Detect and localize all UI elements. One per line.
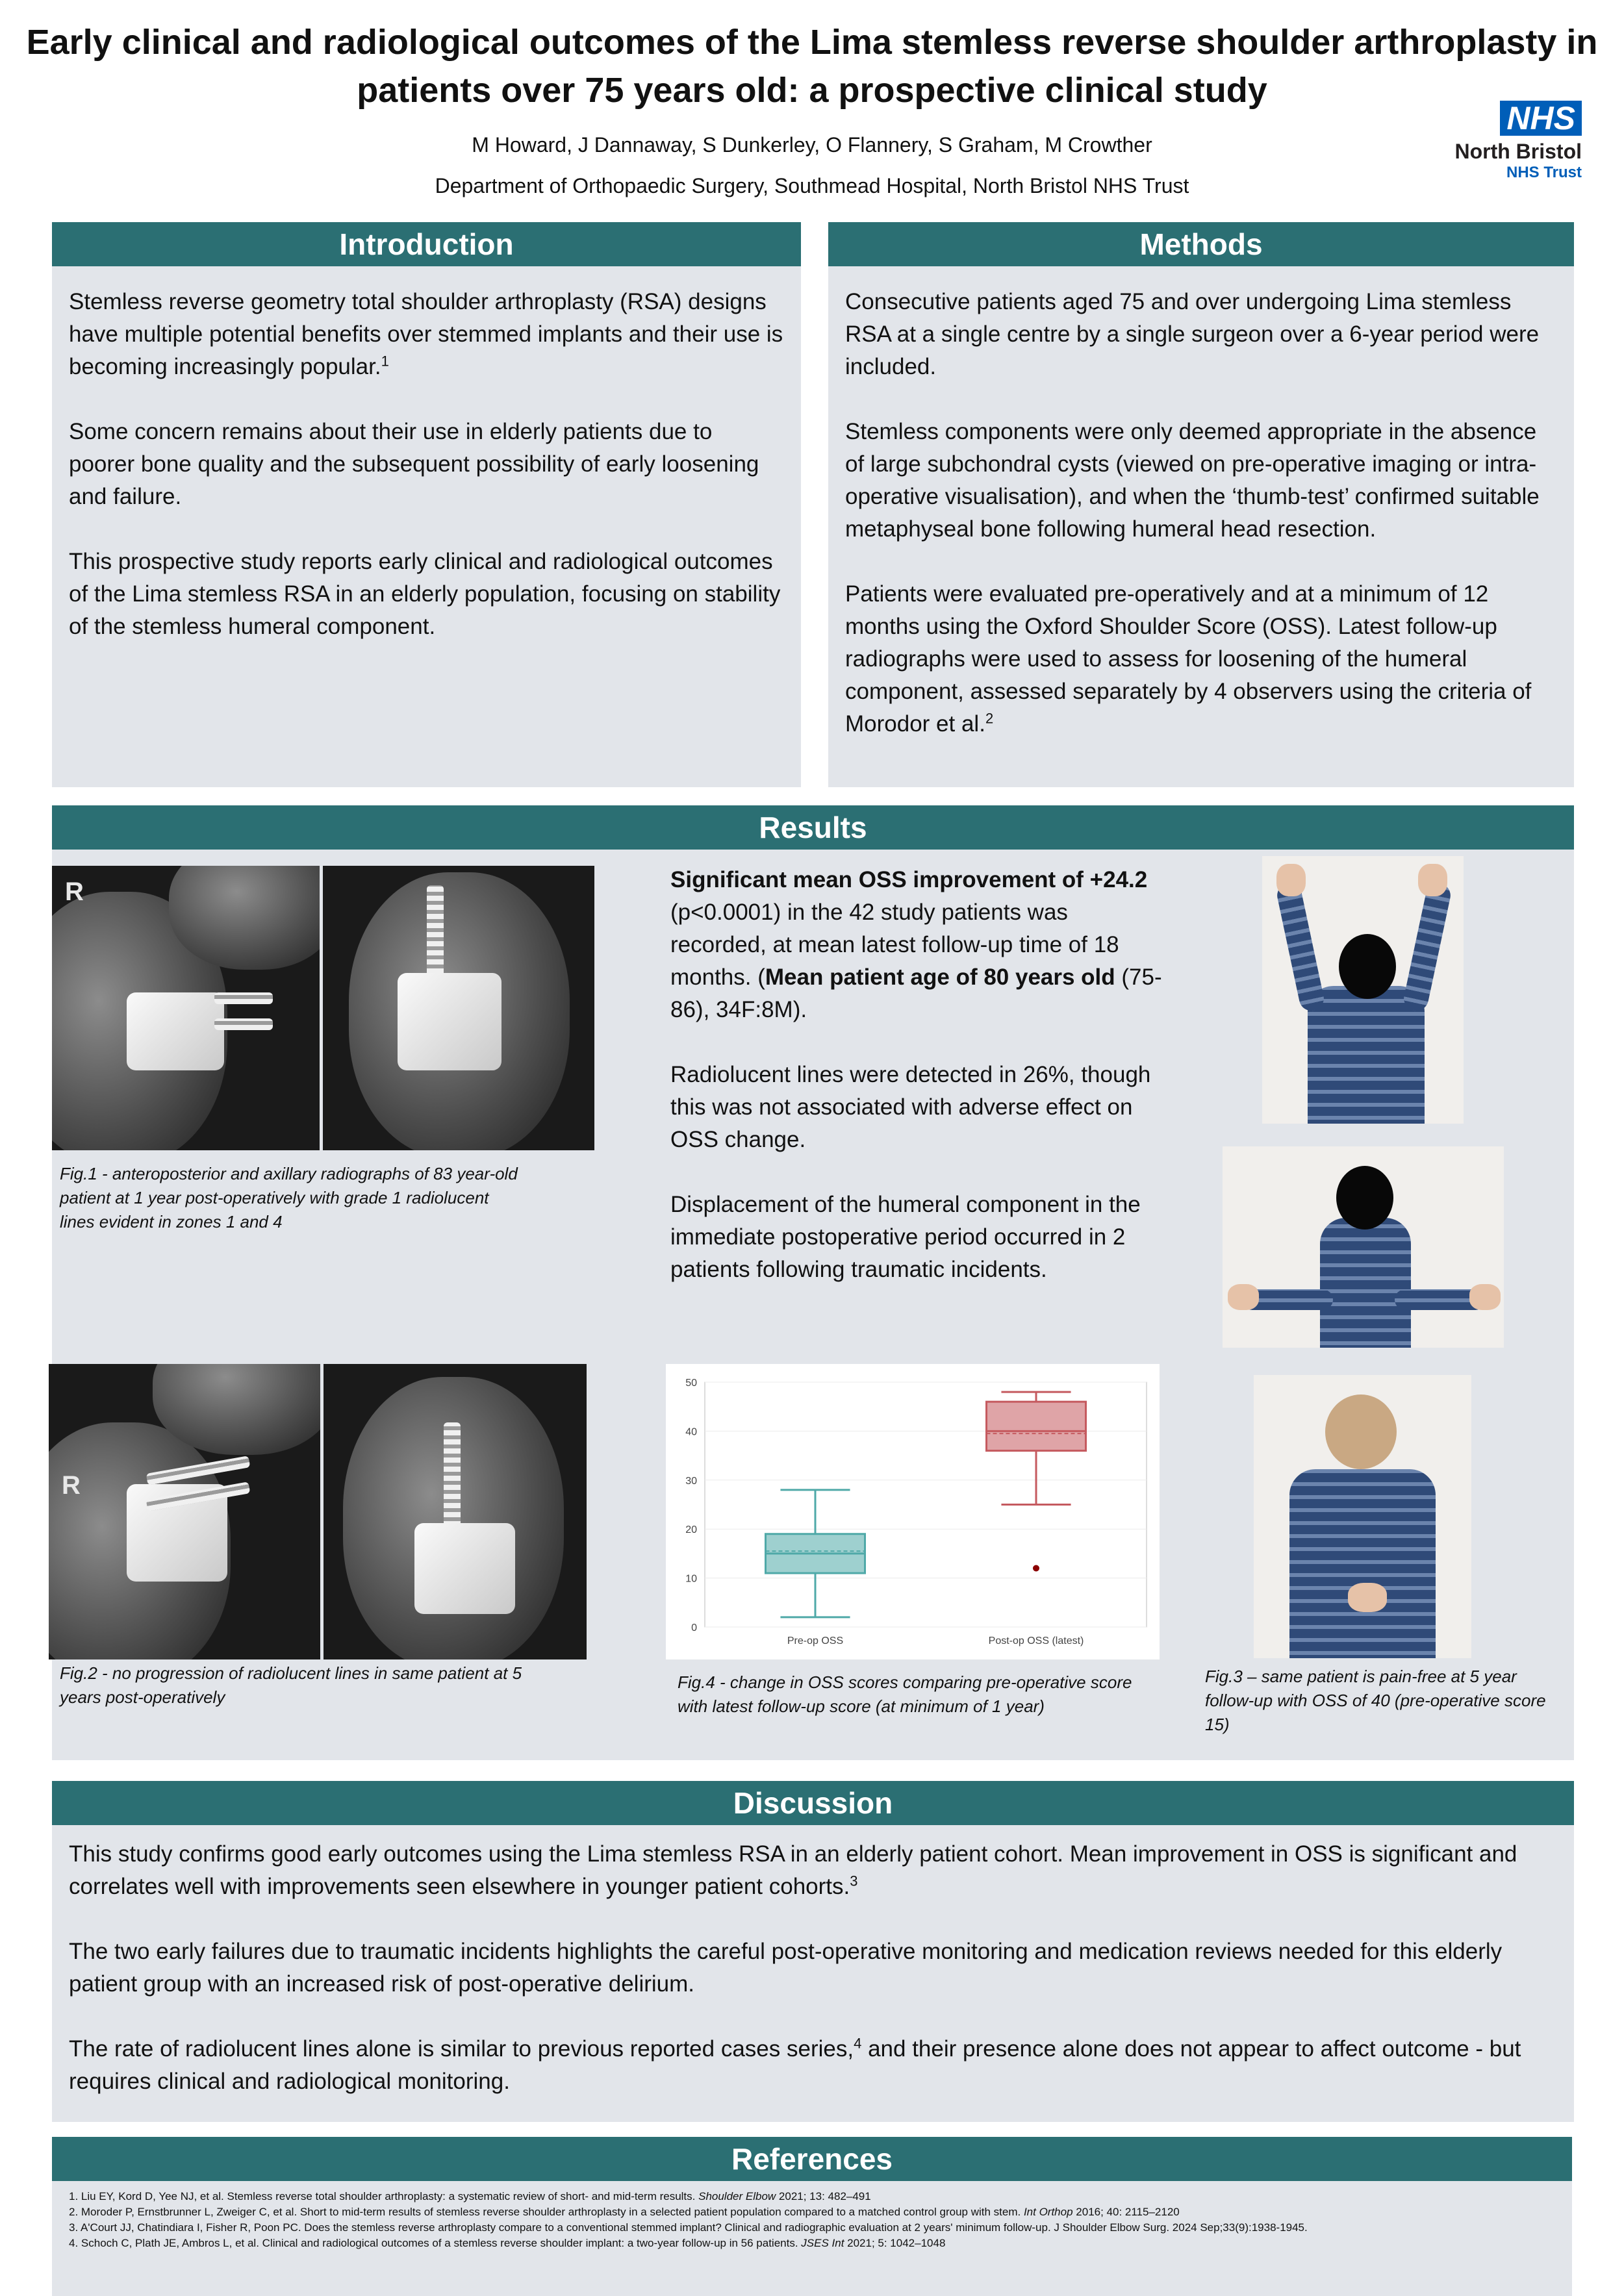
patient-photo-external-rotation: [1223, 1146, 1504, 1348]
y-tick-label: 0: [691, 1622, 697, 1634]
methods-heading: Methods: [828, 222, 1574, 266]
fig2-ap-radiograph: [49, 1364, 320, 1659]
poster-title: Early clinical and radiological outcomes of the Lima stemless reverse shoulder arthroplasty in patients over 75 years old: a prospective clinical study: [26, 23, 1598, 110]
oss-improvement-highlight: Significant mean OSS improvement of +24.2: [670, 867, 1148, 892]
mean-age-highlight: Mean patient age of 80 years old: [765, 965, 1115, 990]
discussion-paragraph-3-end: and their presence alone does not appear to affect outcome - but requires clinical and radiological monitoring.: [69, 2036, 1521, 2094]
discussion-heading: Discussion: [52, 1781, 1574, 1825]
x-category-label: Post-op OSS (latest): [988, 1635, 1084, 1646]
reference-text: 2. Moroder P, Ernstbrunner L, Zweiger C, et al. Short to mid-term results of stemless reverse shoulder arthroplasty in a selected patient population compared to a matched control group with stem.: [69, 2206, 1024, 2218]
y-tick-label: 10: [685, 1573, 697, 1585]
methods-body: [828, 266, 1574, 753]
reference-text: 2021; 5: 1042–1048: [844, 2237, 946, 2249]
reference-text: 2021; 13: 482–491: [776, 2190, 871, 2202]
x-category-label: Pre-op OSS: [787, 1635, 844, 1646]
discussion-paragraph-1: This study confirms good early outcomes using the Lima stemless RSA in an elderly patient cohort. Mean improvement in OSS is significant and correlates well with improvements seen elsewhere in younger patient cohorts.: [69, 1841, 1517, 1899]
fig2-caption: Fig.2 - no progression of radiolucent lines in same patient at 5 years post-operatively: [60, 1663, 522, 1707]
nhs-badge: NHS: [1500, 101, 1582, 136]
nhs-trust-label: NHS Trust: [1506, 164, 1582, 181]
methods-paragraph-2: Stemless components were only deemed appropriate in the absence of large subchondral cysts (viewed on pre-operative imaging or intra-operative visualisation), and when the ‘thumb-test’ confirmed suitable metaphyseal bone following humeral head resection.: [845, 419, 1540, 542]
journal-name: Shoulder Elbow: [698, 2190, 776, 2202]
fig2-axillary-radiograph: [324, 1364, 587, 1659]
nhs-logo: [1432, 101, 1582, 182]
discussion-body: [52, 1825, 1574, 2111]
outlier-point: [1033, 1565, 1039, 1572]
introduction-heading: Introduction: [52, 222, 801, 266]
citation-marker: 1: [381, 353, 389, 370]
fig4-caption: Fig.4 - change in OSS scores comparing pre-operative score with latest follow-up score (at minimum of 1 year): [678, 1672, 1132, 1716]
references-heading: References: [52, 2137, 1572, 2181]
reference-text: 1. Liu EY, Kord D, Yee NJ, et al. Stemless reverse total shoulder arthroplasty: a systematic review of short- and mid-term results.: [69, 2190, 699, 2202]
discussion-paragraph-2: The two early failures due to traumatic incidents highlights the careful post-operative monitoring and medication reviews needed for this elderly patient group with an increased risk of post-operative delirium.: [69, 1939, 1503, 1997]
patient-photo-arms-raised: [1262, 856, 1464, 1124]
results-text: [670, 864, 1164, 1318]
y-tick-label: 40: [685, 1426, 697, 1438]
introduction-panel: [52, 222, 801, 787]
fig1-caption: Fig.1 - anteroposterior and axillary radiographs of 83 year-old patient at 1 year post-operatively with grade 1 radiolucent lines evident in zones 1 and 4: [60, 1164, 518, 1231]
discussion-panel: [52, 1781, 1574, 2122]
discussion-paragraph-3: The rate of radiolucent lines alone is similar to previous reported cases series,: [69, 2036, 854, 2062]
fig1-axillary-radiograph: [323, 866, 594, 1150]
citation-marker: 3: [850, 1873, 858, 1889]
references-panel: [52, 2137, 1572, 2296]
y-tick-label: 30: [685, 1475, 697, 1487]
results-paragraph-2: Radiolucent lines were detected in 26%, though this was not associated with adverse effect on OSS change.: [670, 1062, 1151, 1152]
reference-text: 2016; 40: 2115–2120: [1072, 2206, 1180, 2218]
introduction-body: [52, 266, 801, 656]
fig3-caption: Fig.3 – same patient is pain-free at 5 year follow-up with OSS of 40 (pre-operative score 15): [1205, 1667, 1546, 1734]
fig1-ap-radiograph: [52, 866, 320, 1150]
methods-paragraph-1: Consecutive patients aged 75 and over undergoing Lima stemless RSA at a single centre by a single surgeon over a 6-year period were included.: [845, 289, 1540, 379]
author-list: M Howard, J Dannaway, S Dunkerley, O Flannery, S Graham, M Crowther: [472, 133, 1152, 157]
reference-item: 3. A'Court JJ, Chatindiara I, Fisher R, Poon PC. Does the stemless reverse arthroplasty compare to a conventional stemmed implant? Clinical and radiographic evaluation at 2 years' minimum follow-up. J Shoulder Elbow Surg. 2024 Sep;33(9):1938-1945.: [69, 2221, 1308, 2234]
intro-paragraph-2: Some concern remains about their use in elderly patients due to poorer bone quality and the subsequent possibility of early loosening and failure.: [69, 419, 759, 509]
nhs-org-name: North Bristol: [1454, 140, 1582, 163]
y-tick-label: 20: [685, 1524, 697, 1536]
oss-boxplot-chart: [666, 1364, 1160, 1659]
reference-item: [69, 2189, 1555, 2204]
y-tick-label: 50: [685, 1378, 697, 1389]
results-heading: Results: [52, 805, 1574, 850]
reference-text: 4. Schoch C, Plath JE, Ambros L, et al. Clinical and radiological outcomes of a stemless reverse shoulder implant: a two-year follow-up in 56 patients.: [69, 2237, 802, 2249]
citation-marker: 4: [854, 2035, 862, 2052]
patient-photo-internal-rotation: [1254, 1375, 1471, 1658]
reference-item: [69, 2236, 1555, 2251]
results-paragraph-3: Displacement of the humeral component in the immediate postoperative period occurred in 2 patients following traumatic incidents.: [670, 1192, 1141, 1282]
citation-marker: 2: [985, 710, 994, 727]
methods-panel: [828, 222, 1574, 787]
reference-list: [52, 2181, 1572, 2259]
results-text-span: (p<0.0001) in the 42 study patients was recorded, at mean latest follow-up time of 18 months. (: [670, 900, 1119, 990]
intro-paragraph-3: This prospective study reports early clinical and radiological outcomes of the Lima stemless RSA in an elderly population, focusing on stability of the stemless humeral component.: [69, 549, 781, 639]
journal-name: Int Orthop: [1023, 2206, 1073, 2218]
reference-item: [69, 2204, 1555, 2220]
journal-name: JSES Int: [801, 2237, 844, 2249]
oss-boxplot-svg: [666, 1364, 1160, 1659]
iqr-box: [987, 1402, 1086, 1450]
results-text-span: (75-86), 34F:8M).: [670, 965, 1162, 1022]
methods-paragraph-3: Patients were evaluated pre-operatively and at a minimum of 12 months using the Oxford Shoulder Score (OSS). Latest follow-up radiographs were used to assess for loosening of the humeral component, assessed separately by 4 observers using the criteria of Morodor et al.: [845, 581, 1532, 737]
xray-side-marker: R: [62, 1471, 81, 1500]
intro-paragraph-1: Stemless reverse geometry total shoulder arthroplasty (RSA) designs have multiple potential benefits over stemmed implants and their use is becoming increasingly popular.: [69, 289, 783, 379]
xray-side-marker: R: [65, 877, 84, 906]
affiliation: Department of Orthopaedic Surgery, Southmead Hospital, North Bristol NHS Trust: [435, 174, 1189, 197]
